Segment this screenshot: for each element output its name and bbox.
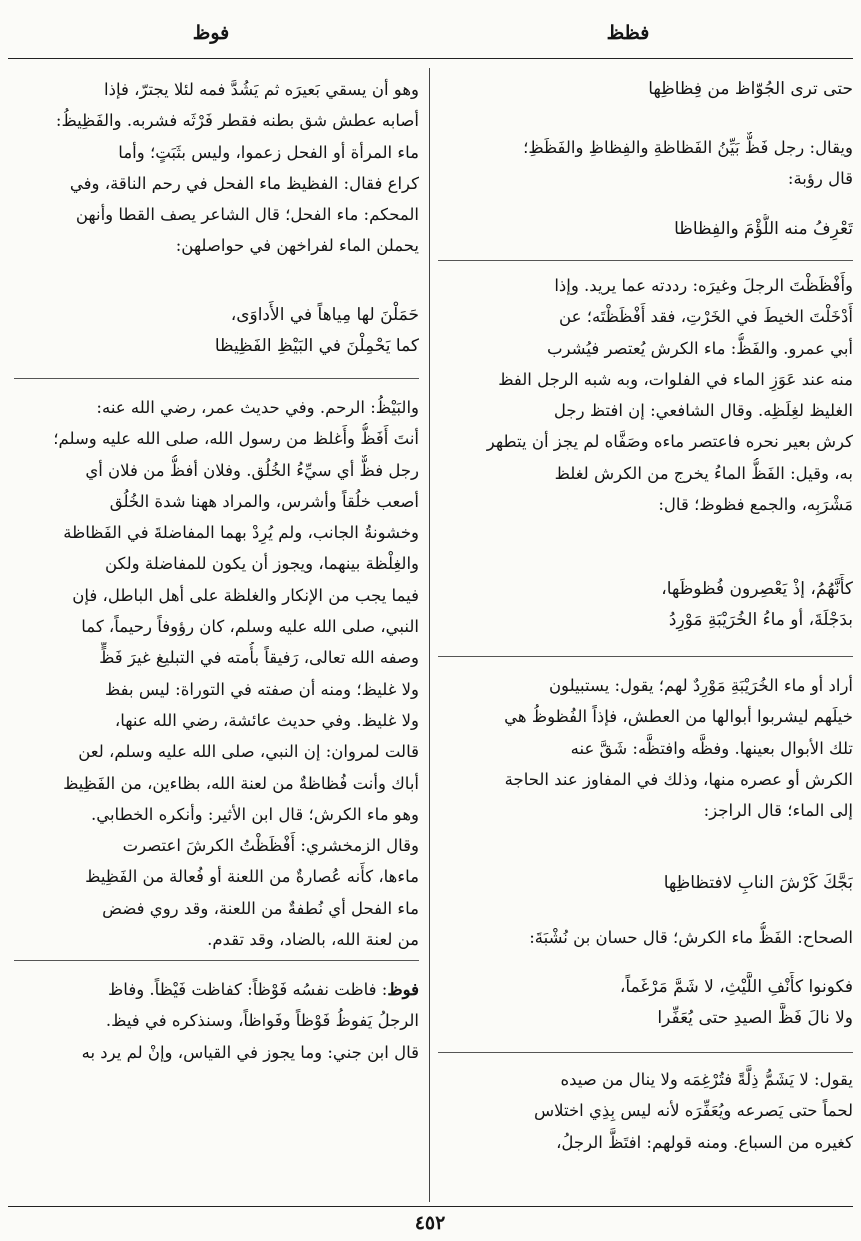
text-line: الرجلُ يَفوظُ فَوْظاً وفَواظاً، وسنذكره في فيظ.	[105, 1011, 419, 1031]
text-line: خيلَهم ليشربوا أبوالها من العطش، فإذاً الفُظوظُ هي	[504, 707, 853, 727]
text-line: قال رؤبة:	[787, 169, 853, 189]
running-head-left: فوظ	[192, 22, 230, 44]
text-line: كرش بعير نحره فاعتصر ماءه وصَفَّاه لم يجز أن يتطهر	[486, 432, 853, 452]
text-line: تلك الأبوال بعينها. وفظَّه وافتظَّه: شَقَّ عنه	[570, 738, 853, 758]
text-line: لحماً حتى يَصرعه ويُعَفِّرَه لأنه ليس بِذِي اختلاس	[533, 1101, 853, 1121]
verse-qata	[14, 300, 419, 363]
text-line: يقول: لا يَشَمُّ ذِلَّةً فتُرْغِمَه ولا ينال من صيده	[560, 1070, 853, 1089]
entry-text: : فاظت نفسُه فَوْظاً: كفاظت فَيْظاً. وفاظ	[108, 980, 388, 999]
text-line: ماء المرأة أو الفحل زعموا، وليس بثَبَتٍ؛ وأما	[118, 142, 419, 162]
text-line: قال ابن جني: وما يجوز في القياس، وإنْ لم يرد به	[81, 1042, 419, 1062]
text-line: كراع فقال: الفظيظ ماء الفحل في رحم الناقة، وفي	[69, 173, 419, 193]
paragraph-3	[438, 670, 853, 826]
text-line: أصابه عطش شق بطنه فقطر فَرْثَه فشربه. والفَظِيظُ:	[55, 111, 419, 131]
paragraph-2	[438, 270, 853, 520]
verse-line: كما يَحْمِلْنَ في البَيْظِ الفَظِيظا	[214, 336, 419, 357]
text-line: وخشونةُ الجانب، ولم يُرِدْ بهما المفاضلةَ في الفَظاظة	[63, 523, 419, 543]
text-line: وهو ماء الكرش؛ قال ابن الأثير: وأنكره الخطابي.	[90, 804, 419, 824]
text-line	[14, 974, 419, 1005]
section-rule	[438, 260, 853, 261]
text-line: به، وقيل: الفَظُّ الماءُ يخرج من الكرش لغلظ	[554, 463, 853, 483]
section-rule	[438, 1052, 853, 1053]
text-line: وقال الزمخشري: أَفْظَظْتُ الكرشَ اعتصرت	[122, 836, 419, 856]
text-line: أنتَ أَفَظُّ وأَغلظ من رسول الله، صلى الله عليه وسلم؛	[53, 429, 419, 449]
text-line: رجل فظٌّ أي سيِّءُ الخُلُق. وفلان أفظُّ من فلان أي	[85, 460, 419, 480]
text-line: من لعنة الله، بالضاد، وقد تقدم.	[207, 930, 419, 950]
text-line: وصفه الله تعالى، رَفيقاً بأُمته في التبليغ غيرَ فَظٍّ	[99, 648, 419, 668]
text-line: قالت لمروان: إن النبي، صلى الله عليه وسلم، لعن	[78, 742, 419, 762]
paragraph-4	[438, 922, 853, 953]
header-rule	[8, 58, 853, 59]
column-divider	[429, 68, 430, 1202]
text-line: وأَفْظَظْتَ الرجلَ وغيرَه: رددته عما يريد. وإذا	[554, 276, 853, 295]
text-line: والغِلْظة بينهما، ويجوز أن يكون للمفاضلة ولكن	[104, 554, 419, 574]
text-line: ماء الفحل أي نُطفةٌ من اللعنة، وقد روي فضض	[102, 898, 419, 918]
paragraph-2	[14, 392, 419, 955]
verse-line: بدَجْلَةَ، أو ماءُ الخُرَيْبَةِ مَوْرِدُ	[668, 610, 853, 631]
text-line: فيما يجب من الإنكار والغلظة على أهل الباطل، فإن	[72, 585, 419, 605]
text-line: منه عند عَوَزِ الماء في الفلوات، وبه شبه الرجل الفظ	[498, 369, 853, 389]
verse-rajiz	[438, 868, 853, 899]
text-line: أصعب خلُقاً وأشرس، والمراد ههنا شدة الخُلُق	[109, 491, 419, 511]
verse-rubah	[438, 214, 853, 245]
text-line: أباك وأنت فُظاظةٌ من لعنة الله، بظاءين، من الفَظِيظ	[63, 773, 419, 793]
section-rule	[14, 960, 419, 961]
text-line: يحملن الماء لفراخهن في حواصلهن:	[175, 236, 419, 256]
text-line: إلى الماء؛ قال الراجز:	[703, 801, 853, 821]
verse-line: كأَنَّهُمُ، إذْ يَعْصِرون فُظوظَها،	[661, 579, 853, 599]
running-head-right: فظظ	[606, 22, 650, 44]
verse-line: ولا نالَ فَظَّ الصيدِ حتى يُعَفِّرا	[657, 1008, 853, 1029]
section-rule	[438, 656, 853, 657]
entry-headword: فوظ	[387, 980, 419, 999]
text-line: ماءها، كأَنه عُصارةٌ من اللعنة أو فُعالة من الفَظِيظ	[85, 867, 419, 887]
verse-kaannahum	[438, 574, 853, 637]
text-line: كغيره من السباع. ومنه قولهم: افتَظَّ الرجلُ،	[556, 1132, 853, 1152]
paragraph-1	[438, 132, 853, 195]
text-line: ولا غليظ؛ ومنه أن صفته في التوراة: ليس بفظ	[105, 679, 419, 699]
text-line: والبَيْظُ: الرحم. وفي حديث عمر، رضي الله عنه:	[96, 398, 419, 417]
section-rule	[14, 378, 419, 379]
footer-rule	[8, 1206, 853, 1207]
text-line: الكرش أو عصره منها، وذلك في المفاوز عند الحاجة	[504, 769, 853, 789]
paragraph-5	[438, 1064, 853, 1158]
verse-line: بَجَّكَ كَرْشَ النابِ لافتظاظِها	[663, 873, 853, 893]
text-line: ويقال: رجل فَظٌّ بَيِّنُ الفَظاظةِ والفِظاظِ والفَظَظِ؛	[523, 138, 853, 157]
verse-line: تَعْرِفُ منه اللُّؤْمَ والفِظاظا	[674, 219, 853, 239]
text-line: أراد أو ماء الخُرَيْبَةِ مَوْرِدٌ لهم؛ يقول: يستبيلون	[548, 676, 853, 695]
entry-fawz	[14, 974, 419, 1068]
text-line: أَدْخَلْتَ الخيطَ في الخَرْتِ، فقد أَفْظَظْتَه؛ عن	[559, 307, 853, 327]
text-line: النبي، صلى الله عليه وسلم، كان رؤوفاً رحيماً، كما	[81, 617, 419, 637]
text-line: ولا غليظ. وفي حديث عائشة، رضي الله عنها،	[114, 710, 419, 730]
verse-top	[438, 74, 853, 105]
text-line: الغليظ لغِلَظِه. وقال الشافعي: إن افتظ رجل	[553, 401, 853, 421]
page-number: ٤٥٢	[414, 1212, 446, 1234]
paragraph-1	[14, 74, 419, 262]
text-line: أبي عمرو. والفَظُّ: ماء الكرش يُعتصر فيُشرب	[546, 338, 853, 358]
text-line: مَشْرَبِه، والجمع فظوظ؛ قال:	[658, 495, 853, 515]
verse-hassan	[438, 972, 853, 1035]
text-line: المحكم: ماء الفحل؛ قال الشاعر يصف القطا وأنهن	[75, 205, 419, 225]
verse-line: فكونوا كأَنْفِ اللَّيْثِ، لا شَمَّ مَرْغَماً،	[619, 977, 853, 997]
verse-line: حتى ترى الجُوّاظ من فِظاظِها	[648, 79, 853, 99]
verse-line: حَمَلْنَ لها مِياهاً في الأَداوَى،	[230, 305, 419, 325]
text-line: الصحاح: الفَظُّ ماء الكرش؛ قال حسان بن نُشْبَةَ:	[529, 928, 853, 947]
text-line: وهو أن يسقي بَعيرَه ثم يَشُدَّ فمه لئلا يجترّ، فإذا	[104, 80, 419, 99]
